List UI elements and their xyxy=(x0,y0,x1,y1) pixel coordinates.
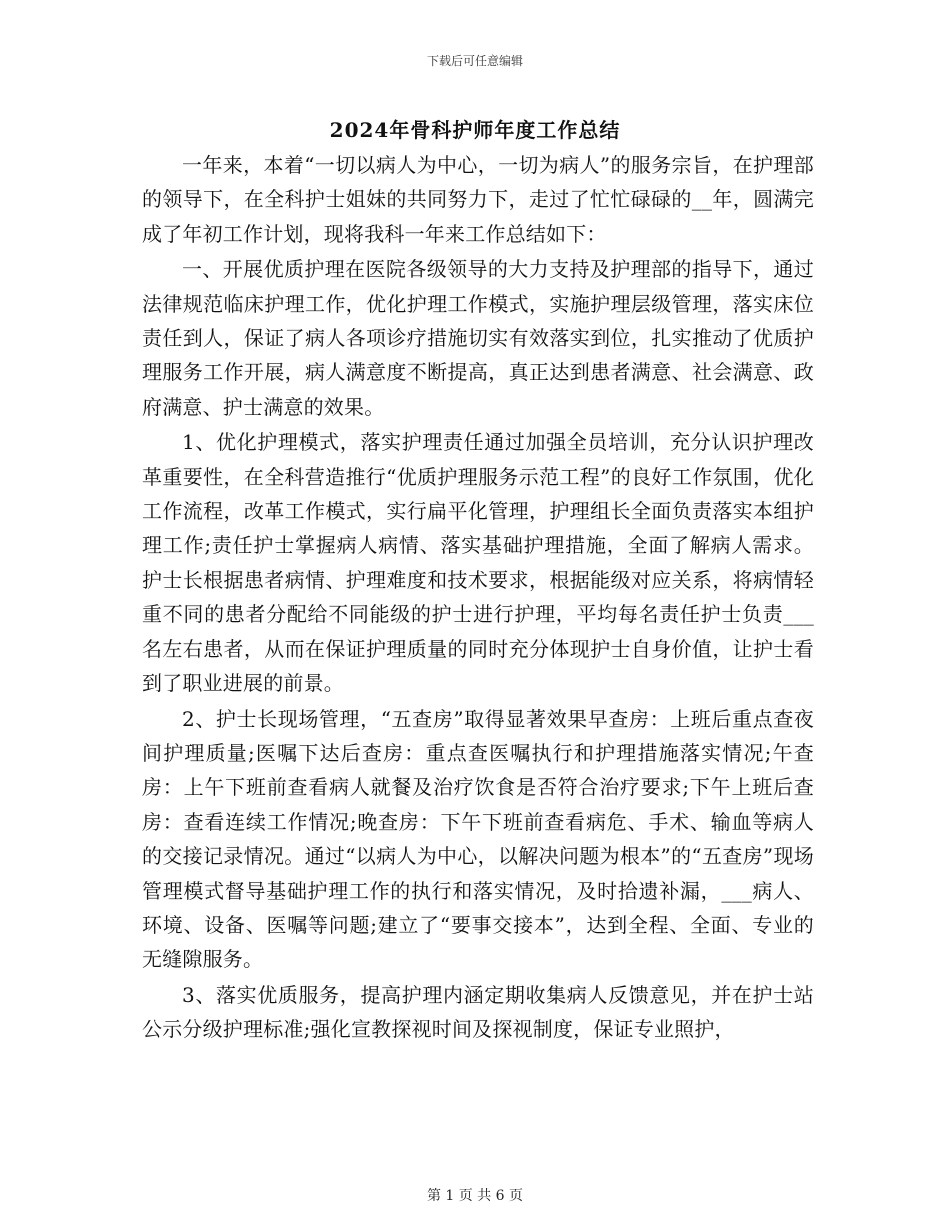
paragraph-item-3: 3、落实优质服务，提高护理内涵定期收集病人反馈意见，并在护士站公示分级护理标准;强化宣教探视时间及探视制度，保证专业照护， xyxy=(142,982,814,1042)
document-title: 2024年骨科护师年度工作总结 xyxy=(329,118,621,142)
document-body xyxy=(142,148,814,1048)
paragraph-item-1: 1、优化护理模式，落实护理责任通过加强全员培训，充分认识护理改革重要性，在全科营造推行“优质护理服务示范工程”的良好工作氛围，优化工作流程，改革工作模式，实行扁平化管理，护理组长全面负责落实本组护理工作;责任护士掌握病人病情、落实基础护理措施，全面了解病人需求。护士长根据患者病情、护理难度和技术要求，根据能级对应关系，将病情轻重不同的患者分配给不同能级的护士进行护理，平均每名责任护士负责___名左右患者，从而在保证护理质量的同时充分体现护士自身价值，让护士看到了职业进展的前景。 xyxy=(142,430,814,696)
download-editable-note: 下载后可任意编辑 xyxy=(426,54,523,68)
paragraph-section-1: 一、开展优质护理在医院各级领导的大力支持及护理部的指导下，通过法律规范临床护理工作，优化护理工作模式，实施护理层级管理，落实床位责任到人，保证了病人各项诊疗措施切实有效落实到位，扎实推动了优质护理服务工作开展，病人满意度不断提高，真正达到患者满意、社会满意、政府满意、护士满意的效果。 xyxy=(142,257,814,419)
paragraph-intro: 一年来，本着“一切以病人为中心，一切为病人”的服务宗旨，在护理部的领导下，在全科护士姐妹的共同努力下，走过了忙忙碌碌的__年，圆满完成了年初工作计划，现将我科一年来工作总结如下： xyxy=(142,153,814,246)
paragraph-item-2: 2、护士长现场管理，“五查房”取得显著效果早查房：上班后重点查夜间护理质量;医嘱下达后查房：重点查医嘱执行和护理措施落实情况;午查房：上午下班前查看病人就餐及治疗饮食是否符合治疗要求;下午上班后查房：查看连续工作情况;晚查房：下午下班前查看病危、手术、输血等病人的交接记录情况。通过“以病人为中心，以解决问题为根本”的“五查房”现场管理模式督导基础护理工作的执行和落实情况，及时拾遗补漏，___病人、环境、设备、医嘱等问题;建立了“要事交接本”，达到全程、全面、专业的无缝隙服务。 xyxy=(142,706,814,972)
page-number: 第 1 页 共 6 页 xyxy=(426,1188,524,1204)
